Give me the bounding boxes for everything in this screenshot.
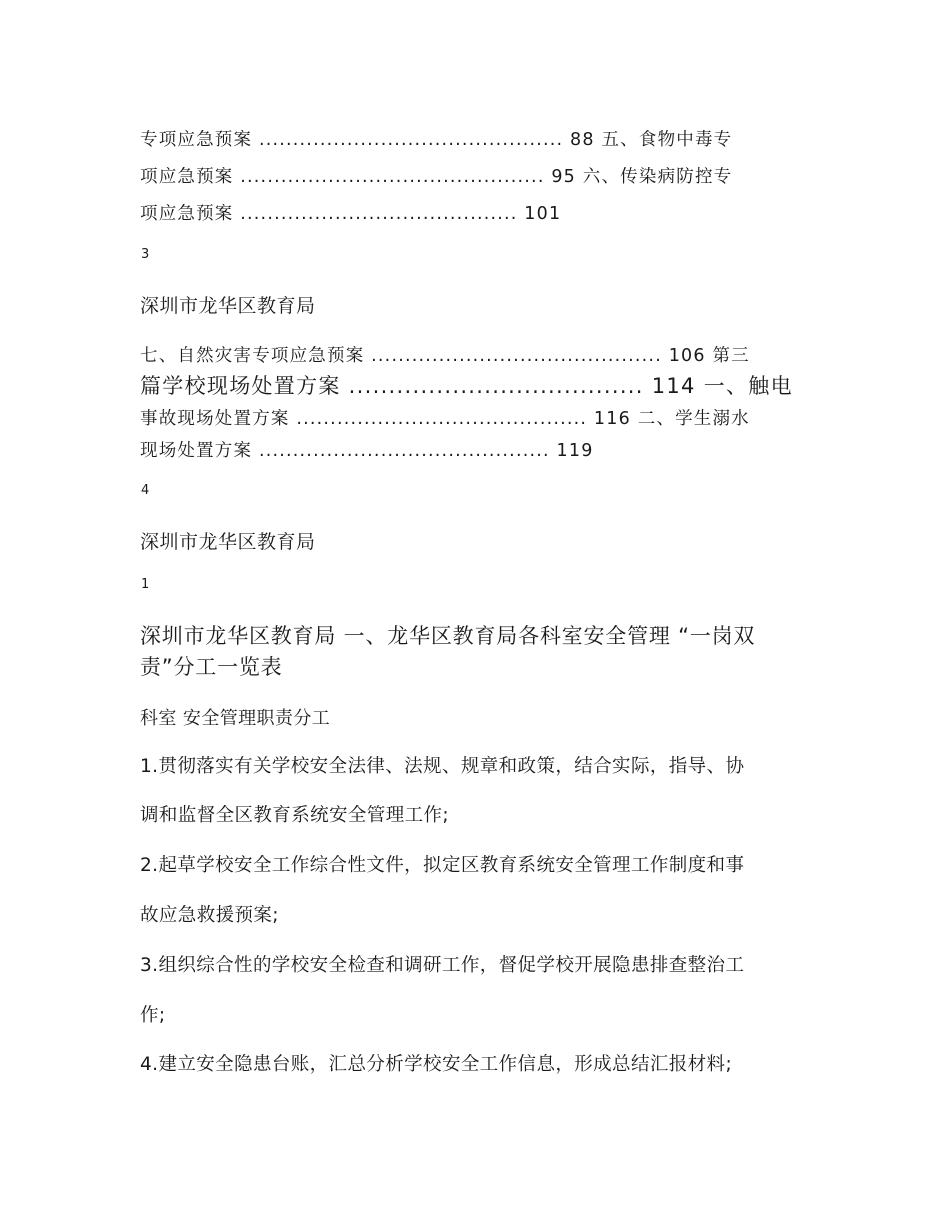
toc-line: 现场处置方案 ........................................... 119 <box>140 441 594 461</box>
toc-line: 专项应急预案 ............................................. 88 五、食物中毒专 <box>140 130 733 150</box>
duty-line: 作; <box>140 1005 166 1026</box>
page-header: 深圳市龙华区教育局 <box>140 295 316 317</box>
toc-line: 篇学校现场处置方案 ..................................... 114 一、触电 <box>140 374 793 398</box>
duty-line: 4.建立安全隐患台账，汇总分析学校安全工作信息，形成总结汇报材料; <box>140 1054 733 1075</box>
section-title: 责”分工一览表 <box>140 655 283 679</box>
page-number: 4 <box>141 483 150 498</box>
toc-line: 七、自然灾害专项应急预案 ........................................... 106 第三 <box>140 346 750 366</box>
page-number: 1 <box>141 577 150 592</box>
toc-line: 项应急预案 ............................................. 95 六、传染病防控专 <box>140 167 733 187</box>
page-number: 3 <box>141 247 150 262</box>
duty-line: 故应急救援预案; <box>140 905 279 926</box>
toc-line: 事故现场处置方案 ........................................... 116 二、学生溺水 <box>140 409 750 429</box>
table-header: 科室 安全管理职责分工 <box>140 708 331 729</box>
duty-line: 1.贯彻落实有关学校安全法律、法规、规章和政策，结合实际，指导、协 <box>140 756 745 777</box>
duty-line: 3.组织综合性的学校安全检查和调研工作，督促学校开展隐患排查整治工 <box>140 955 745 976</box>
section-title: 深圳市龙华区教育局 一、龙华区教育局各科室安全管理 “一岗双 <box>140 624 756 648</box>
toc-line: 项应急预案 ......................................... 101 <box>140 204 562 224</box>
page-header: 深圳市龙华区教育局 <box>140 531 316 553</box>
duty-line: 调和监督全区教育系统安全管理工作; <box>140 805 450 826</box>
duty-line: 2.起草学校安全工作综合性文件，拟定区教育系统安全管理工作制度和事 <box>140 855 745 876</box>
